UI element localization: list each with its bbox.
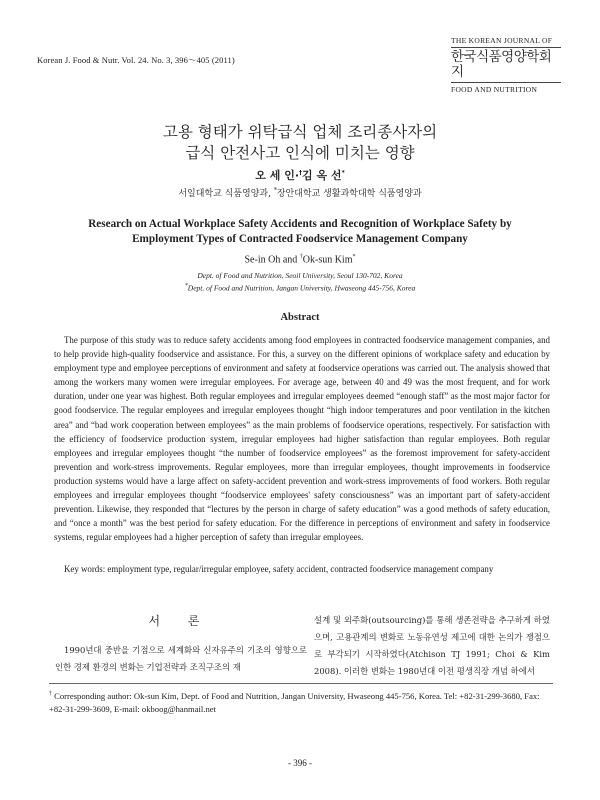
journal-name-en-top: THE KOREAN JOURNAL OF xyxy=(451,36,553,45)
journal-name-en-bottom: FOOD AND NUTRITION xyxy=(451,82,561,94)
journal-citation: Korean J. Food & Nutr. Vol. 24. No. 3, 396～405 (2011) xyxy=(37,55,235,65)
authors-english: Se-in Oh and †Ok-sun Kim* xyxy=(244,254,356,266)
title-korean xyxy=(0,122,600,164)
affiliation-korean: 서일대학교 식품영양과, *장안대학교 생활과학대학 식품영양과 xyxy=(178,187,422,199)
title-korean-line2: 급식 안전사고 인식에 미치는 영향 xyxy=(185,144,415,162)
author2-ko: 김 옥 선 xyxy=(302,169,342,182)
affiliation-english: Dept. of Food and Nutrition, Seoil University, Seoul 130-702, Korea *Dept. of Food and Nutrition, Jangan University, Hwaseong 445-756, Korea xyxy=(184,271,416,293)
title-english-line1: Research on Actual Workplace Safety Accidents and Recognition of Workplace Safety by xyxy=(88,218,512,230)
abstract-heading: Abstract xyxy=(280,312,320,323)
journal-logo xyxy=(451,36,561,94)
journal-rule xyxy=(451,47,561,48)
author-separator: · xyxy=(294,169,300,182)
journal-name-ko: 한국식품영양학회지 xyxy=(451,49,552,80)
intro-right-column: 설계 및 외주화(outsourcing)를 통해 생존전략을 추구하게 하였으며, 고용관계의 변화로 노동유연성 제고에 대한 논의가 쟁점으로 부각되기 시작하였다(Atchison TJ 1991; Choi & Kim 2008). 이러한 변화는 1980년대 이전 평생직장 개념 하에서 xyxy=(314,615,550,676)
star-mark: * xyxy=(341,169,345,177)
title-korean-line1: 고용 형태가 위탁급식 업체 조리종사자의 xyxy=(162,123,438,141)
title-english xyxy=(40,217,560,247)
keywords: Key words: employment type, regular/irregular employee, safety accident, contracted foodservice management company xyxy=(64,564,494,574)
dagger-mark: † xyxy=(299,169,303,177)
page-number: - 396 - xyxy=(288,758,312,768)
abstract-body: The purpose of this study was to reduce safety accidents among food employees in contracted foodservice management companies, and to help provide high-quality foodservice and assistance. For this, a survey on the different opinions of workplace safety and education by employment type and employee perceptions of environment and safety at foodservice operations was carried out. The analysis showed that among the workers many women were irregular employees. For average age, between 40 and 49 was the most frequent, and for work duration, under one year was highest. Both regular employees and irregular employees deemed “enough staff” as the most major factor for good foodservice. The regular employees and irregular employees thought “high indoor temperatures and poor ventilation in the kitchen area” and “bad work cooperation between employees” as the main problems of foodservice operations, respectively. For satisfaction with the efficiency of foodservice production system, irregular employees had higher satisfaction than regular employees. Both regular employees and irregular employees thought “the number of foodservice employees” as the foremost improvement for safety-accident prevention and work-stress improvements. Regular employees, more than irregular employees, thought improvements in foodservice production systems would have a large affect on safety-accident prevention and work-stress improvements of food workers. Both regular employees and irregular employees thought “foodservice employees' safety consciousness” was an important part of safety-accident prevention. Likewise, they responded that “lectures by the person in charge of safety education” was a good methods of safety education, and “once a month” was the best period for safety education. For the difference in perceptions of environment and safety in foodservice systems, regular employees had a higher perception of safety than irregular employees. xyxy=(54,335,550,543)
intro-left-column: 1990년대 중반을 기점으로 세계화와 신자유주의 기조의 영향으로 인한 경제 환경의 변화는 기업전략과 조직구조의 재 xyxy=(55,645,307,672)
corresponding-author-footnote: † Corresponding author: Ok-sun Kim, Dept. of Food and Nutrition, Jangan University, Hwaseong 445-756, Korea. Tel: +82-31-299-3680, Fax: +82-31-299-3609, E-mail: okboog@hanmail.net xyxy=(49,690,540,714)
authors-korean xyxy=(0,167,600,183)
section-heading-introduction: 서 론 xyxy=(148,614,212,628)
footnote-divider xyxy=(49,683,553,684)
title-english-line2: Employment Types of Contracted Foodservice Management Company xyxy=(132,233,468,245)
author1-ko: 오 세 인 xyxy=(255,169,295,182)
